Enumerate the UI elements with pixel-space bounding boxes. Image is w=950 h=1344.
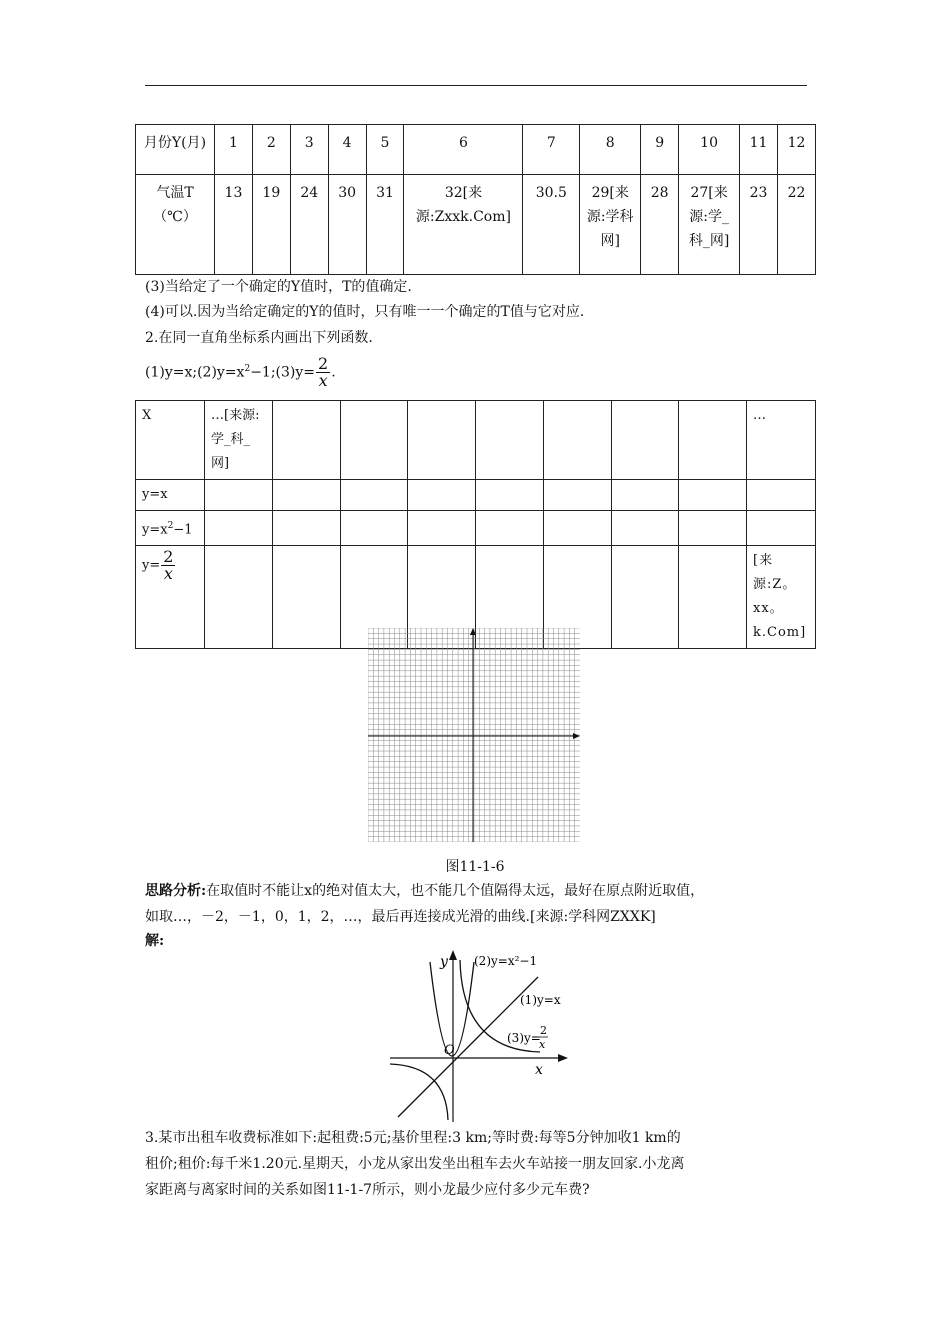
fraction-denominator: x: [318, 371, 328, 390]
row2-text-b: −1: [173, 522, 193, 538]
y-axis-arrow: [470, 628, 476, 635]
funcs-text-b: −1;(3)y=: [250, 364, 316, 381]
analysis-label: 思路分析:: [145, 883, 207, 899]
temp-header: 气温T（℃）: [136, 175, 215, 275]
temp-cell: 32[来源:Zxxk.Com]: [404, 175, 523, 275]
month-cell: 2: [252, 125, 290, 175]
x-last: …: [747, 401, 816, 480]
fraction-numerator: 2: [318, 354, 329, 373]
temp-cell: 28: [641, 175, 679, 275]
row3-last: [来源:Z。xx。k.Com]: [747, 546, 816, 649]
row-y-x: y=x: [136, 480, 205, 511]
superscript: 2: [167, 521, 174, 531]
x-first: …[来源:学_科_网]: [205, 401, 273, 480]
empty-cell: [543, 401, 611, 480]
empty-cell: [273, 511, 341, 546]
empty-cell: [747, 480, 816, 511]
fraction: [316, 356, 330, 389]
empty-cell: [340, 511, 408, 546]
empty-cell: [679, 511, 747, 546]
x-header: X: [136, 401, 205, 480]
empty-cell: [679, 480, 747, 511]
empty-cell: [543, 480, 611, 511]
label-line: (1)y=x: [520, 993, 561, 1007]
temperature-table: [135, 124, 816, 275]
temp-cell: 22: [777, 175, 815, 275]
question-2: 2.在同一直角坐标系内画出下列函数.: [145, 330, 373, 346]
period: .: [331, 364, 336, 381]
row2-text-a: y=x: [142, 522, 168, 538]
temp-cell: 29[来源:学科网]: [580, 175, 641, 275]
empty-cell: [408, 511, 476, 546]
row-y-x2: [136, 511, 205, 546]
month-cell: 1: [215, 125, 253, 175]
line-y-x: [398, 977, 538, 1117]
row3-text: y=: [142, 558, 161, 574]
empty-cell: [476, 401, 544, 480]
temp-cell: 19: [252, 175, 290, 275]
graph-y-label: y: [440, 954, 448, 970]
month-cell: 3: [290, 125, 328, 175]
temp-cell: 24: [290, 175, 328, 275]
analysis-line-2: 如取…，－2，－1，0，1，2，…，最后再连接成光滑的曲线.[来源:学科网ZXXK]: [145, 909, 656, 925]
month-cell: 8: [580, 125, 641, 175]
analysis-text: 在取值时不能让x的绝对值太大，也不能几个值隔得太远，最好在原点附近取值，: [206, 883, 705, 899]
month-cell: 6: [404, 125, 523, 175]
fraction: [161, 549, 175, 582]
analysis-line-1: [145, 880, 704, 902]
month-cell: 9: [641, 125, 679, 175]
empty-cell: [273, 546, 341, 649]
graph-origin: O: [444, 1043, 455, 1058]
figure-caption: 图11-1-6: [445, 859, 505, 875]
month-cell: 11: [740, 125, 778, 175]
question-3-line-2: 租价;租价:每千米1.20元.星期天，小龙从家出发坐出租车去火车站接一朋友回家.小龙离: [145, 1156, 685, 1172]
empty-cell: [273, 401, 341, 480]
empty-cell: [543, 511, 611, 546]
label-parabola: (2)y=x²−1: [474, 954, 538, 968]
row-y-2x: [136, 546, 205, 649]
temp-cell: 31: [366, 175, 404, 275]
month-cell: 7: [523, 125, 580, 175]
temp-cell: 13: [215, 175, 253, 275]
label-hyperbola-den: x: [539, 1038, 546, 1051]
empty-cell: [476, 511, 544, 546]
empty-cell: [611, 511, 679, 546]
function-list: [145, 356, 336, 389]
empty-cell: [611, 401, 679, 480]
fraction-numerator: 2: [163, 547, 174, 567]
x-axis-arrow: [573, 733, 580, 739]
month-cell: 10: [679, 125, 740, 175]
graph-y-arrow: [449, 950, 457, 960]
graph-x-arrow: [558, 1054, 568, 1062]
parabola: [430, 962, 474, 1056]
superscript: 2: [244, 363, 251, 374]
empty-cell: [340, 480, 408, 511]
coordinate-grid: [368, 628, 580, 842]
month-cell: 12: [777, 125, 815, 175]
header-rule: [145, 85, 807, 86]
temp-cell: 23: [740, 175, 778, 275]
empty-cell: [476, 480, 544, 511]
question-3-line-1: 3.某市出租车收费标准如下:起租费:5元;基价里程:3 km;等时费:每等5分钟加收1 km的: [145, 1130, 681, 1146]
empty-cell: [679, 546, 747, 649]
empty-cell: [408, 401, 476, 480]
hyperbola-left: [390, 1064, 448, 1120]
function-graph: [390, 950, 570, 1122]
empty-cell: [611, 546, 679, 649]
answer-4: (4)可以.因为当给定确定的Y的值时，只有唯一一个确定的T值与它对应.: [145, 304, 585, 320]
solution-label: 解:: [145, 933, 165, 949]
label-hyperbola-num: 2: [540, 1024, 547, 1037]
empty-cell: [273, 480, 341, 511]
empty-cell: [408, 480, 476, 511]
temp-cell: 30: [328, 175, 366, 275]
label-hyperbola: (3)y=: [507, 1031, 541, 1045]
empty-cell: [205, 546, 273, 649]
empty-cell: [205, 480, 273, 511]
empty-cell: [340, 401, 408, 480]
month-cell: 5: [366, 125, 404, 175]
empty-cell: [747, 511, 816, 546]
month-header: 月份Y(月): [136, 125, 215, 175]
month-cell: 4: [328, 125, 366, 175]
question-3-line-3: 家距离与离家时间的关系如图11-1-7所示，则小龙最少应付多少元车费?: [145, 1182, 590, 1198]
graph-x-label: x: [535, 1062, 543, 1078]
empty-cell: [679, 401, 747, 480]
empty-cell: [205, 511, 273, 546]
temp-cell: 30.5: [523, 175, 580, 275]
empty-cell: [611, 480, 679, 511]
funcs-text-a: (1)y=x;(2)y=x: [145, 364, 245, 381]
values-table: [135, 400, 816, 649]
fraction-denominator: x: [163, 564, 173, 584]
temp-cell: 27[来源:学_科_网]: [679, 175, 740, 275]
answer-3: (3)当给定了一个确定的Y值时，T的值确定.: [145, 279, 412, 295]
